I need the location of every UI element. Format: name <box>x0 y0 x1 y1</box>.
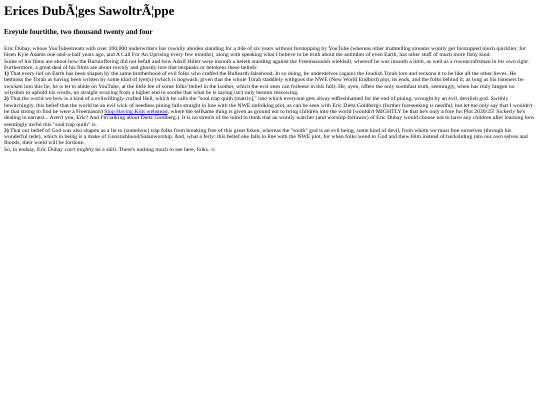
page-title: Erices DubÃ¦ges SawoltrÃ¦ppe <box>4 3 175 18</box>
point-2-text-after: , where the selfsame thing is given as ground not to bring children into the world (wouldn't MIGHTLY be that he's only a fore for Plot 2030/25! Sickerly he's dealing in earnest... Aren't you, Eric? And I'm talking about Dietz Goldberg.). It is no stretch of the mind to think that an wontly watcher (and worship-follower) of Eric Dubay would choose not to have any children after learning how seemingly awful this "soul trap quith" is. <box>4 108 535 128</box>
closing-text-after: be a shill. There's nothing much to see here, folks. /s <box>93 146 215 153</box>
point-1 <box>4 71 536 96</box>
point-1-text: That every lief on Earth has been shapen by the same brotherhood of evil folks who crafted the Bullearth falsehood. In so doing, he underdelves (again) the Joudish Torah lore and reckons it to be like all the other lieves. He bethinks the Torah as having been written by some kind of lyer(s) (which is hogwash, given that the whole Torah staddlely withgoes the NWE (New World Endbird) plot, its ends, and the folks behind it; as long as his listeners be swicken into this lie, he is let to abide on YouTube, at the little fee of some folks' belief in the Isother, which the evil ones can forleese in this fall). He, ayen, offers the only soothfast truth, seemingly, when has truly fangen no witydom to uphold his words, no straight wraying from a higher end to soothe that what he is saying isn't only besnun reasowing. <box>4 71 524 97</box>
point-3-text: That our belief of God was also shapen as a lie to (somehow) trap folks from breaking free of this great foken, whereas the "sooth" god is an evil being, some kind of devil, from whom we must free ourselves (through his wonderful rede), which in being is a make of Gnostishhood/Satanworship. And, what a ferly: this belief eke falls in line with the NWE plot, for when folks wend to God and thew Him instead of backsliding into our own selves and Ihoods, their wield will be fordone. <box>4 127 528 147</box>
point-2-number: 2) <box>4 96 9 103</box>
films-sentence: Some of his films are about how the Burntoffering did not befall and how Adolf Hitler were insooth a heleth standing against the Freemasonish wieldsill, whereof he was insooth a limb, as well as a rownecraftsman in his own right. Furthermore, a great deal of his films are about rownly and ghostly lore that bespeaks or betokens these beliefs: <box>4 58 530 71</box>
closing-emphasis: can't mightly <box>64 146 94 153</box>
closing-text-before: So, in endsay, Eric Dubay <box>4 146 65 153</box>
point-1-number: 1) <box>4 71 9 78</box>
point-3-number: 3) <box>4 127 9 134</box>
date-subheading: Ereyule fourtithe, two thousand twenty and four <box>4 28 153 36</box>
point-2 <box>4 96 536 127</box>
stop-having-kids-link[interactable]: Stop Having Kids webstead <box>104 108 168 115</box>
closing-paragraph <box>4 147 536 153</box>
intro-paragraph: Eric Dubay, whose YouTubestream with over 200,000 underwriters has rownily aboden standing for a tide of six years without forstopping by YouTube (whereas other truthtelling streams wontly get forstopped much quicklier, for bisen Kyle Adams one-and-a-half years ago, and A Call For An Uprising every few months), along with speaking what I believe to be truth about the antimber of even Earth, has other stuff of much more fishy kind. <box>4 46 526 59</box>
article-body <box>4 46 536 153</box>
point-3 <box>4 128 536 147</box>
point-2-text-before: That the world we bow is a kind of a evilwillingly crafted Hell, which he calls the "soul trap quith [matrix]," into which everyone gets alway edfleshhamed for the end of pining, wrought by an evil, devilish god. Swithly bewitchingly, this belief that the world be an evil wick of needless pining falls straight in line with the NWE unfolking plot, as can be seen with Eric Dietz Goldberg's (further foreseeking is needful, but let me only say that I wouldn't be that strong to find he were a Freemason) <box>4 96 533 115</box>
